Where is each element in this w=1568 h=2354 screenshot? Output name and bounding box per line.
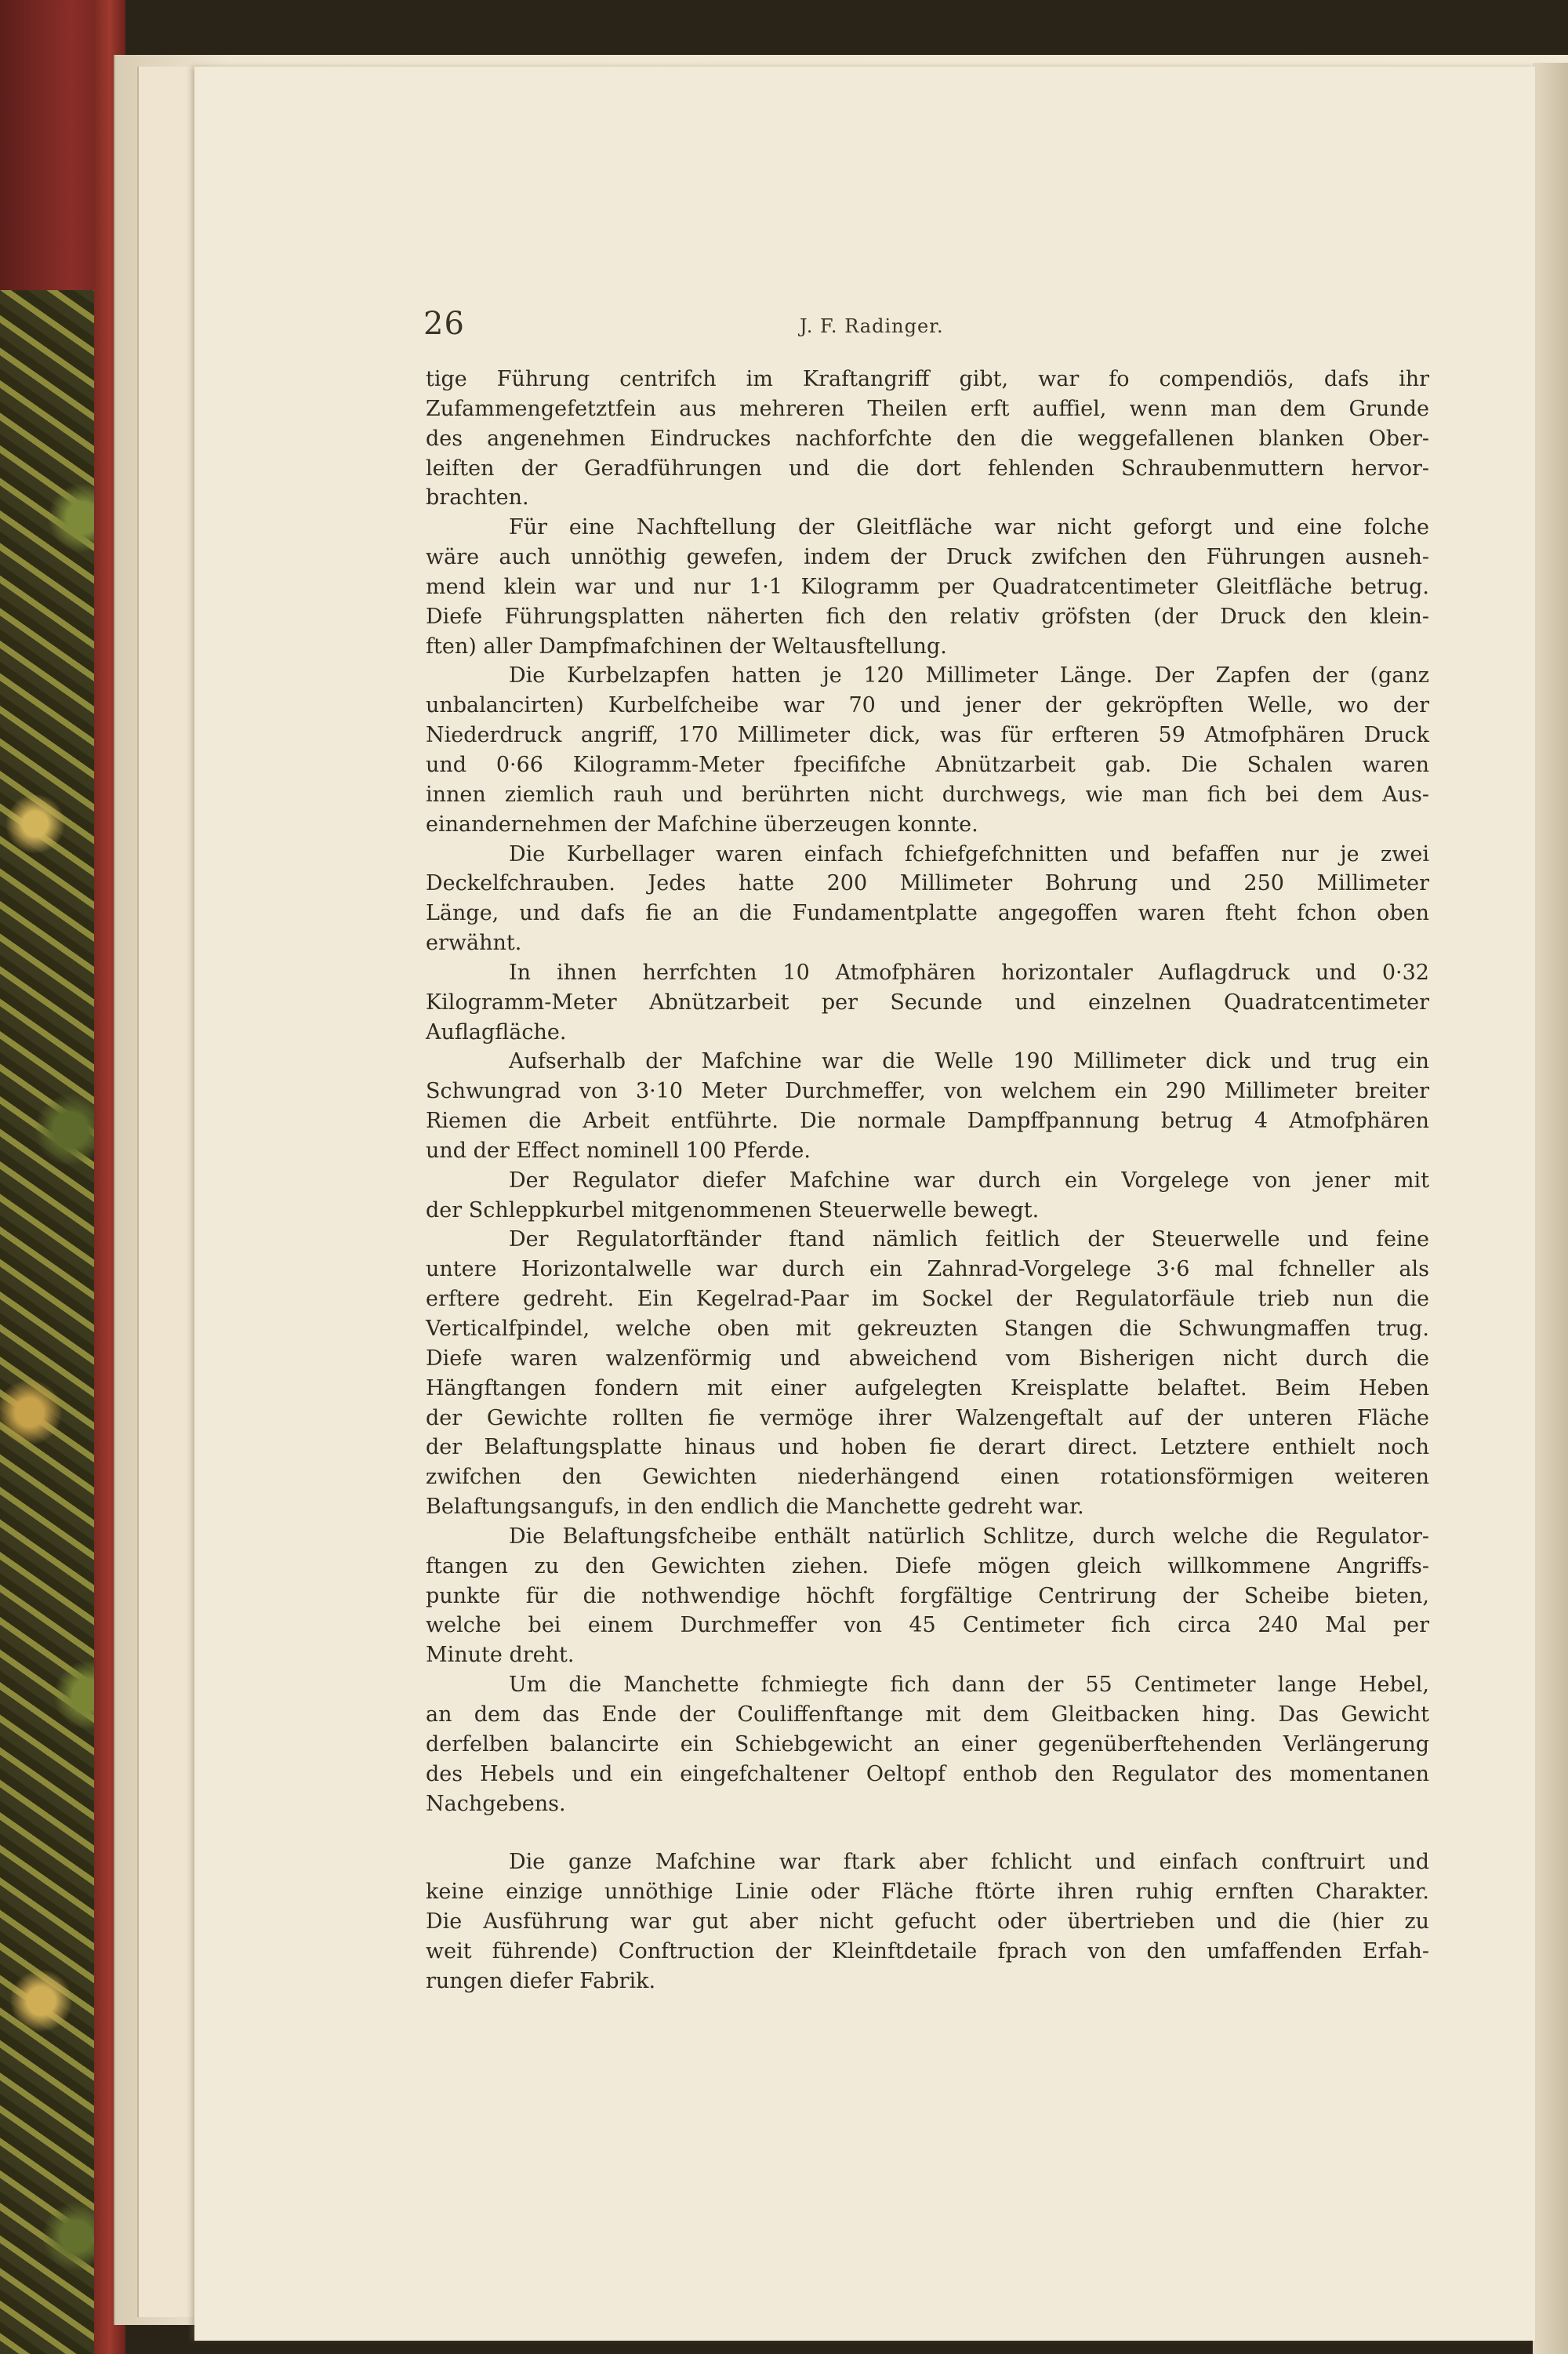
text-line: ften) aller Dampfmafchinen der Weltausftellung. (426, 634, 947, 659)
page-number: 26 (423, 306, 465, 342)
text-line: leiften der Geradführungen und die dort fehlenden Schraubenmuttern hervor- (426, 456, 1429, 481)
text-line: Schwungrad von 3·10 Meter Durchmeffer, von welchem ein 290 Millimeter breiter (426, 1079, 1429, 1104)
paragraph (426, 513, 1429, 661)
text-line: Zufammengefetztfein aus mehreren Theilen erft auffiel, wenn man dem Grunde (426, 396, 1429, 421)
text-line: Niederdruck angriff, 170 Millimeter dick, was für erfteren 59 Atmofphären Druck (426, 723, 1429, 748)
text-line: ftangen zu den Gewichten ziehen. Diefe mögen gleich willkommene Angriffs- (426, 1553, 1429, 1578)
running-head: J. F. Radinger. (800, 315, 944, 337)
text-line: der Schleppkurbel mitgenommenen Steuerwelle bewegt. (426, 1197, 1040, 1222)
text-line: einandernehmen der Mafchine überzeugen konnte. (426, 812, 978, 837)
body-text (426, 365, 1429, 1996)
text-line: tige Führung centrifch im Kraftangriff gibt, war fo compendiös, dafs ihr (426, 367, 1429, 391)
text-line: In ihnen herrfchten 10 Atmofphären horizontaler Auflagdruck und 0·32 (509, 960, 1429, 985)
paragraph (426, 840, 1429, 958)
paragraph (426, 1166, 1429, 1226)
text-line: Hängftangen fondern mit einer aufgelegten Kreisplatte belaftet. Beim Heben (426, 1375, 1429, 1400)
text-line: zwifchen den Gewichten niederhängend einen rotationsförmigen weiteren (426, 1465, 1429, 1490)
text-line: des Hebels und ein eingefchaltener Oeltopf enthob den Regulator des momentanen (426, 1761, 1429, 1786)
text-line: Die Ausführung war gut aber nicht gefucht oder übertrieben und die (hier zu (426, 1909, 1429, 1934)
text-line: und der Effect nominell 100 Pferde. (426, 1138, 811, 1163)
text-line: rungen diefer Fabrik. (426, 1968, 656, 1993)
paragraph (426, 1225, 1429, 1521)
text-line: punkte für die nothwendige höchft forgfältige Centrirung der Scheibe bieten, (426, 1583, 1429, 1608)
text-line: der Belaftungsplatte hinaus und hoben fie derart direct. Letztere enthielt noch (426, 1435, 1429, 1460)
text-line: Der Regulatorftänder ftand nämlich feitlich der Steuerwelle und feine (509, 1227, 1429, 1252)
text-line: Kilogramm-Meter Abnützarbeit per Secunde und einzelnen Quadratcentimeter (426, 990, 1429, 1015)
text-line: Deckelfchrauben. Jedes hatte 200 Millimeter Bohrung und 250 Millimeter (426, 871, 1429, 896)
paragraph (426, 958, 1429, 1048)
text-line: unbalancirten) Kurbelfcheibe war 70 und jener der gekröpften Welle, wo der (426, 693, 1429, 718)
text-line: Die Kurbellager waren einfach fchiefgefchnitten und befaffen nur je zwei (509, 841, 1429, 866)
text-line: Der Regulator diefer Mafchine war durch ein Vorgelege von jener mit (509, 1168, 1429, 1193)
text-line: erwähnt. (426, 931, 522, 956)
text-line: Die Belaftungsfcheibe enthält natürlich Schlitze, durch welche die Regulator- (509, 1524, 1429, 1549)
text-line: der Gewichte rollten fie vermöge ihrer Walzengeftalt auf der unteren Fläche (426, 1405, 1429, 1430)
text-line: wäre auch unnöthig gewefen, indem der Druck zwifchen den Führungen ausneh- (426, 545, 1429, 570)
text-line: Auflagfläche. (426, 1019, 567, 1044)
paragraph (426, 661, 1429, 839)
paragraph (426, 1847, 1429, 1996)
page-header (423, 306, 1443, 345)
text-line: Diefe Führungsplatten näherten fich den relativ gröfsten (der Druck den klein- (426, 604, 1429, 629)
text-line: mend klein war und nur 1·1 Kilogramm per Quadratcentimeter Gleitfläche betrug. (426, 574, 1429, 599)
text-line: an dem das Ende der Couliffenftange mit dem Gleitbacken hing. Das Gewicht (426, 1702, 1429, 1727)
text-line: erftere gedreht. Ein Kegelrad-Paar im Sockel der Regulatorfäule trieb nun die (426, 1287, 1429, 1312)
text-line: Die ganze Mafchine war ftark aber fchlicht und einfach conftruirt und (509, 1850, 1429, 1875)
paragraph (426, 1522, 1429, 1670)
text-line: Die Kurbelzapfen hatten je 120 Millimeter Länge. Der Zapfen der (ganz (509, 663, 1429, 688)
text-line: und 0·66 Kilogramm-Meter fpecififche Abnützarbeit gab. Die Schalen waren (426, 752, 1429, 777)
paragraph (426, 1047, 1429, 1165)
text-line: Für eine Nachftellung der Gleitfläche war nicht geforgt und eine folche (509, 515, 1429, 540)
text-line: des angenehmen Eindruckes nachforfchte den die weggefallenen blanken Ober- (426, 426, 1429, 451)
paragraph (426, 365, 1429, 513)
text-line: Verticalfpindel, welche oben mit gekreuzten Stangen die Schwungmaffen trug. (426, 1317, 1429, 1341)
text-line: Länge, und dafs fie an die Fundamentplatte angegoffen waren fteht fchon oben (426, 901, 1429, 926)
text-line: Riemen die Arbeit entführte. Die normale Dampffpannung betrug 4 Atmofphären (426, 1109, 1429, 1134)
text-line: welche bei einem Durchmeffer von 45 Centimeter fich circa 240 Mal per (426, 1613, 1429, 1638)
text-line: Belaftungsangufs, in den endlich die Manchette gedreht war. (426, 1495, 1084, 1520)
text-line: Nachgebens. (426, 1791, 566, 1816)
text-line: Aufserhalb der Mafchine war die Welle 190 Millimeter dick und trug ein (509, 1049, 1429, 1074)
text-line: untere Horizontalwelle war durch ein Zahnrad-Vorgelege 3·6 mal fchneller als (426, 1257, 1429, 1282)
paragraph (426, 1670, 1429, 1818)
text-line: innen ziemlich rauh und berührten nicht durchwegs, wie man fich bei dem Aus- (426, 782, 1429, 807)
text-line: derfelben balancirte ein Schiebgewicht an einer gegenüberftehenden Verlängerung (426, 1731, 1429, 1756)
text-line: Um die Manchette fchmiegte fich dann der 55 Centimeter lange Hebel, (509, 1673, 1429, 1698)
book-right-edge (1533, 63, 1568, 2354)
text-line: brachten. (426, 485, 529, 510)
text-line: weit führende) Conftruction der Kleinftdetaile fprach von den umfaffenden Erfah- (426, 1938, 1429, 1963)
text-line: keine einzige unnöthige Linie oder Fläche ftörte ihren ruhig ernften Charakter. (426, 1880, 1429, 1905)
text-line: Minute dreht. (426, 1643, 575, 1668)
paragraph-gap (426, 1818, 1429, 1847)
text-line: Diefe waren walzenförmig und abweichend vom Bisherigen nicht durch die (426, 1346, 1429, 1371)
